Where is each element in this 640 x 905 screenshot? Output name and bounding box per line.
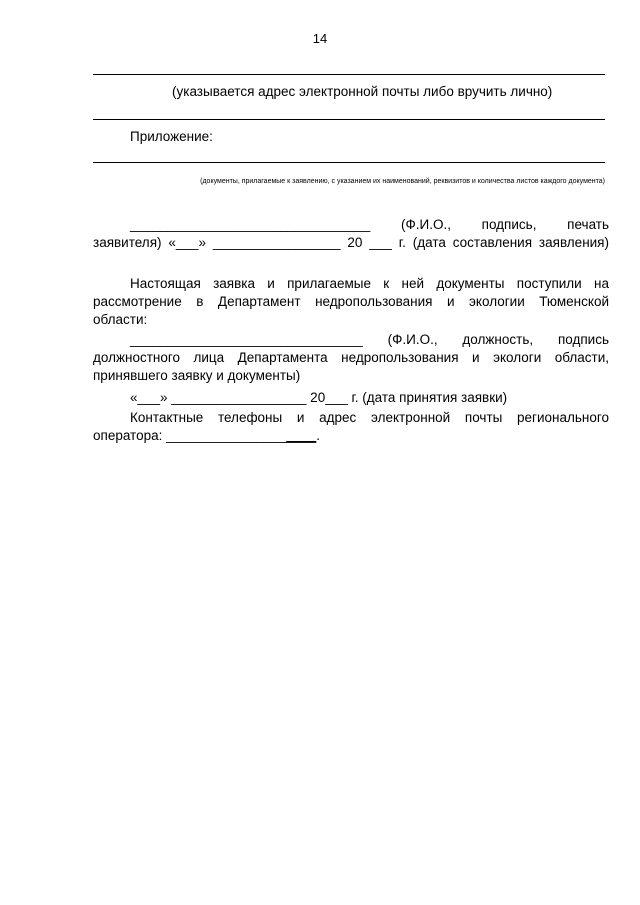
receipt-line-1: Настоящая заявка и прилагаемые к ней документы поступили на (130, 276, 609, 291)
acceptance-date: «___» __________________ 20___ г. (дата принятия заявки) (130, 390, 508, 405)
signature-line-2: заявителя) «___» _________________ 20 ___ г. (дата составления заявления) (93, 235, 609, 250)
receipt-line-2: рассмотрение в Департамент недропользования и экологии Тюменской (93, 294, 609, 309)
page-number: 14 (312, 31, 328, 46)
email-note: (указывается адрес электронной почты либо вручить лично) (172, 84, 553, 99)
contacts-line-2 (93, 427, 609, 445)
separator-rule (93, 119, 605, 120)
official-line-2: должностного лица Департамента недропользования и экологи области, (93, 350, 609, 365)
official-line-1: _______________________________ (Ф.И.О., должность, подпись (130, 332, 609, 347)
receipt-line-3: области: (93, 312, 148, 327)
contacts-underline: ____ (286, 428, 317, 443)
official-line-3: принявшего заявку и документы) (93, 368, 301, 383)
attachment-caption: (документы, прилагаемые к заявлению, с указанием их наименований, реквизитов и количества листов каждого документа) (200, 178, 605, 185)
contacts-line-1: Контактные телефоны и адрес электронной почты регионального (130, 410, 609, 425)
contacts-label: оператора: ________________ (93, 428, 287, 443)
contacts-end: . (316, 428, 321, 443)
attachment-rule (93, 162, 605, 163)
email-rule (93, 74, 605, 75)
attachment-label: Приложение: (130, 129, 213, 144)
signature-line-1: ________________________________ (Ф.И.О., подпись, печать (130, 217, 609, 232)
